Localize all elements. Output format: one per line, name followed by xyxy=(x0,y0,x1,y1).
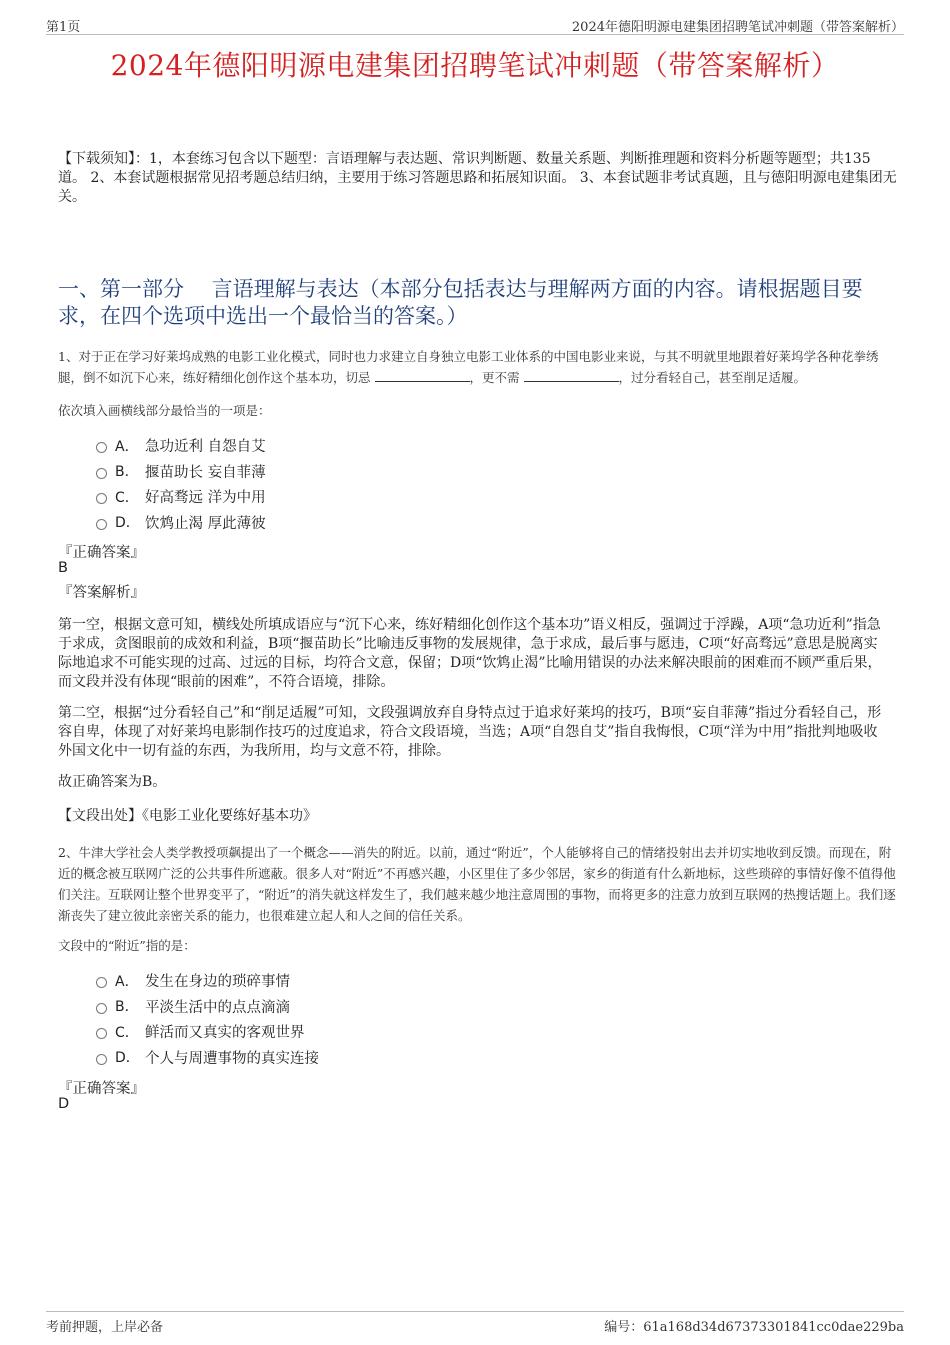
radio-icon[interactable] xyxy=(96,468,107,479)
question-1-options xyxy=(96,433,266,535)
question-2-prompt: 文段中的“附近”指的是： xyxy=(58,938,196,953)
question-2-stem: 2、牛津大学社会人类学教授项飙提出了一个概念——消失的附近。以前，通过“附近”，个人能够将自己的情绪投射出去并切实地收到反馈。而现在，附近的概念被互联网广泛的公共事件所遮蔽。很多人对“附近”不再感兴趣，小区里住了多少邻居，家乡的街道有什么新地标，这些琐碎的事情好像不值得他们关注。互联网让整个世界变平了，“附近”的消失就这样发生了，我们越来越少地注意周围的事物，而将更多的注意力放到互联网的热搜话题上。我们逐渐丧失了建立彼此亲密关系的能力，也很难建立起人和人之间的信任关系。 xyxy=(58,845,896,923)
radio-icon[interactable] xyxy=(96,442,107,453)
option-b[interactable]: B． 平淡生活中的点点滴滴 xyxy=(96,994,319,1020)
radio-icon[interactable] xyxy=(96,1054,107,1065)
page-header xyxy=(46,14,904,35)
page-footer xyxy=(46,1311,904,1334)
question-2-options xyxy=(96,968,319,1070)
answer-blank-2 xyxy=(524,369,619,382)
download-notice: 【下载须知】：1，本套练习包含以下题型：言语理解与表达题、常识判断题、数量关系题、判断推理题和资料分析题等题型；共135道。 2、本套试题根据常见招考题总结归纳，主要用于练习答题思路和拓展知识面。 3、本套试题非考试真题，且与德阳明源电建集团无关。 xyxy=(58,151,897,205)
option-d[interactable]: D． 个人与周遭事物的真实连接 xyxy=(96,1045,319,1071)
radio-icon[interactable] xyxy=(96,977,107,988)
option-a[interactable]: A． 急功近利 自怨自艾 xyxy=(96,433,266,459)
option-c[interactable]: C． 鲜活而又真实的客观世界 xyxy=(96,1019,319,1045)
radio-icon[interactable] xyxy=(96,1003,107,1014)
radio-icon[interactable] xyxy=(96,493,107,504)
analysis-label: 『答案解析』 xyxy=(58,585,145,601)
option-c[interactable]: C． 好高骛远 洋为中用 xyxy=(96,484,266,510)
question-1-stem: 1、对于正在学习好莱坞成熟的电影工业化模式，同时也力求建立自身独立电影工业体系的中国电影业来说，与其不明就里地跟着好莱坞学各种花拳绣腿，倒不如沉下心来，练好精细化创作这个基本功，切忌 ，更不需 ，过分看轻自己，甚至削足适履。 xyxy=(58,349,879,385)
document-id: 编号：61a168d34d67373301841cc0dae229ba xyxy=(604,1320,904,1335)
footer-slogan: 考前押题，上岸必备 xyxy=(46,1320,164,1335)
document-title: 2024年德阳明源电建集团招聘笔试冲刺题（带答案解析） xyxy=(110,49,840,82)
radio-icon[interactable] xyxy=(96,1028,107,1039)
section-title: 一、第一部分 言语理解与表达（本部分包括表达与理解两方面的内容。请根据题目要求，在四个选项中选出一个最恰当的答案。） xyxy=(58,277,863,328)
radio-icon[interactable] xyxy=(96,519,107,530)
analysis-paragraph-2: 第二空，根据“过分看轻自己”和“削足适履”可知，文段强调放弃自身特点过于追求好莱坞的技巧，B项“妄自菲薄”指过分看轻自己，形容自卑，体现了对好莱坞电影制作技巧的过度追求，符合文段语境，当选；A项“自怨自艾”指自我悔恨，C项“洋为中用”指批判地吸收外国文化中一切有益的东西，为我所用，均与文意不符，排除。 xyxy=(58,705,882,759)
option-a[interactable]: A． 发生在身边的琐碎事情 xyxy=(96,968,319,994)
correct-answer-label: 『正确答案』 xyxy=(58,545,145,561)
question-1-prompt: 依次填入画横线部分最恰当的一项是： xyxy=(58,403,271,418)
passage-source: 【文段出处】《电影工业化要练好基本功》 xyxy=(58,808,317,824)
correct-answer: B xyxy=(58,560,68,576)
option-d[interactable]: D． 饮鸩止渴 厚此薄彼 xyxy=(96,510,266,536)
header-doc-title: 2024年德阳明源电建集团招聘笔试冲刺题（带答案解析） xyxy=(571,20,904,35)
answer-blank-1 xyxy=(375,369,470,382)
correct-answer-label: 『正确答案』 xyxy=(58,1081,145,1097)
page-number: 第1页 xyxy=(46,20,81,35)
analysis-paragraph-1: 第一空，根据文意可知，横线处所填成语应与“沉下心来，练好精细化创作这个基本功”语义相反，强调过于浮躁，A项“急功近利”指急于求成，贪图眼前的成效和利益，B项“揠苗助长”比喻违反事物的发展规律，急于求成，最后事与愿违，C项“好高骛远”意思是脱离实际地追求不可能实现的过高、过远的目标，均符合文意，保留；D项“饮鸩止渴”比喻用错误的办法来解决眼前的困难而不顾严重后果，而文段并没有体现“眼前的困难”，不符合语境，排除。 xyxy=(58,617,882,690)
analysis-conclusion: 故正确答案为B。 xyxy=(58,774,167,790)
option-b[interactable]: B． 揠苗助长 妄自菲薄 xyxy=(96,459,266,485)
correct-answer: D xyxy=(58,1096,70,1112)
